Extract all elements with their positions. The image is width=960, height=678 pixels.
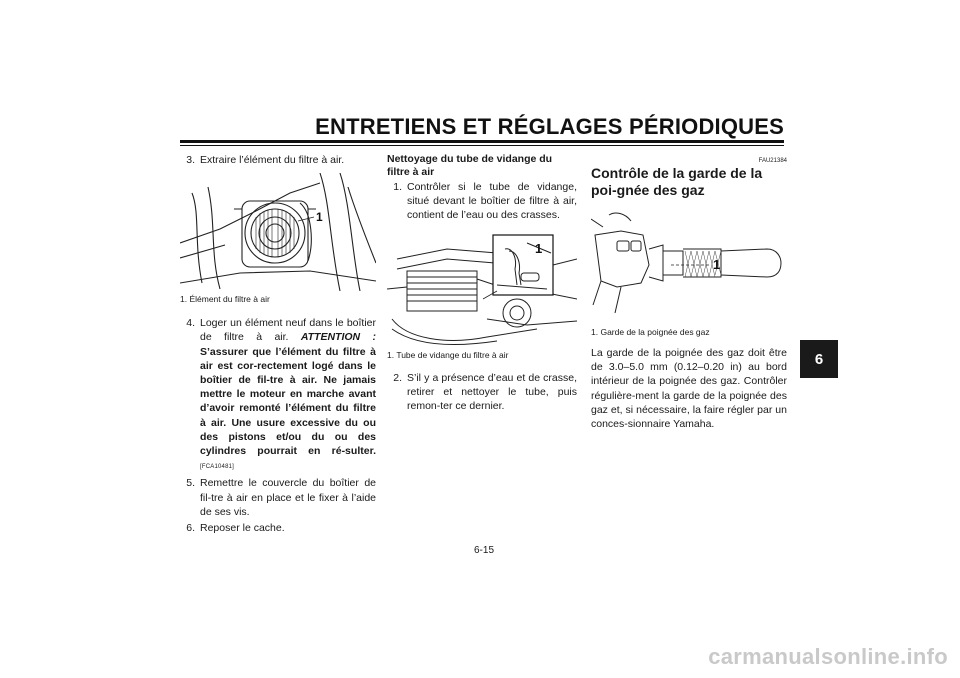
step-text bbox=[200, 316, 376, 474]
step-5 bbox=[180, 476, 376, 519]
figure-air-filter-element bbox=[180, 173, 376, 291]
section-heading: Nettoyage du tube de vidange du filtre à air bbox=[387, 153, 553, 178]
step-text: Contrôler si le tube de vidange, situé devant le boîtier de filtre à air, contient de l’eau ou des crasses. bbox=[407, 181, 577, 222]
figure-callout: 1 bbox=[535, 240, 543, 256]
engine-illustration bbox=[387, 229, 577, 347]
step-1 bbox=[387, 180, 577, 223]
step-number: 6. bbox=[186, 522, 195, 535]
page-number: 6-15 bbox=[473, 545, 494, 556]
column-2 bbox=[387, 153, 577, 415]
column-1 bbox=[180, 153, 376, 537]
throttle-paragraph: La garde de la poignée des gaz doit être de 3.0–5.0 mm (0.12–0.20 in) au bord intérieur de la poignée des gaz. Contrôler régulière-ment la garde de la poignée des gaz et, si nécessaire, la faire régler par un conces-sionnaire Yamaha. bbox=[591, 347, 787, 431]
step-text: Remettre le couvercle du boîtier de fil-tre à air en place et le fixer à l’aide de ses vis. bbox=[200, 477, 376, 518]
page-title: ENTRETIENS ET RÉGLAGES PÉRIODIQUES bbox=[315, 114, 784, 139]
step-4 bbox=[180, 316, 376, 474]
caption-text: Garde de la poignée des gaz bbox=[600, 327, 710, 337]
reference-code: FAU21384 bbox=[758, 158, 787, 164]
figure-throttle-grip bbox=[591, 205, 787, 323]
throttle-grip-illustration bbox=[591, 205, 787, 323]
step-text: Extraire l’élément du filtre à air. bbox=[200, 154, 345, 166]
step-text-normal: Loger un élément neuf dans le boîtier de filtre à air. bbox=[200, 317, 376, 344]
figure-caption bbox=[591, 327, 787, 338]
column-3 bbox=[591, 153, 787, 431]
caption-text: Tube de vidange du filtre à air bbox=[396, 349, 509, 360]
figure-caption bbox=[180, 294, 376, 305]
header-rule-thin bbox=[180, 145, 784, 146]
step-number: 3. bbox=[186, 154, 195, 166]
figure-drain-tube bbox=[387, 229, 577, 347]
header-rule-thick bbox=[180, 140, 784, 143]
step-text: Reposer le cache. bbox=[200, 522, 285, 535]
step-number: 4. bbox=[186, 317, 195, 330]
figure-caption bbox=[387, 350, 577, 361]
step-6 bbox=[180, 521, 376, 535]
step-number: 2. bbox=[393, 371, 402, 384]
step-number: 1. bbox=[393, 181, 402, 193]
step-2 bbox=[387, 371, 577, 414]
caption-number: 1. bbox=[387, 349, 395, 360]
air-filter-illustration bbox=[180, 173, 376, 291]
attention-text: S’assurer que l’élément du filtre à air est cor-rectement logé dans le boîtier de fil-tre à air. Ne jamais mettre le moteur en marche avant d’avoir remonté l’élément du filtre à air. Une usure excessive du ou des pistons et/ou du ou des cylindres pourrait en ré-sulter. bbox=[200, 345, 376, 458]
figure-callout: 1 bbox=[316, 210, 323, 225]
step-3 bbox=[180, 153, 376, 167]
figure-callout: 1 bbox=[713, 257, 721, 272]
watermark[interactable]: carmanualsonline.info bbox=[708, 644, 948, 669]
caption-number: 1. bbox=[591, 327, 599, 337]
caution-code: [FCA10481] bbox=[200, 464, 235, 471]
caption-number: 1. bbox=[180, 294, 188, 305]
attention-label: ATTENTION : bbox=[300, 331, 377, 344]
step-text: S’il y a présence d’eau et de crasse, retirer et nettoyer le tube, puis remon-ter ce dernier. bbox=[407, 371, 577, 413]
caption-text: Élément du filtre à air bbox=[189, 294, 270, 305]
chapter-tab[interactable]: 6 bbox=[800, 340, 838, 378]
section-heading: Contrôle de la garde de la poi-gnée des gaz bbox=[591, 165, 763, 198]
step-number: 5. bbox=[186, 477, 195, 490]
